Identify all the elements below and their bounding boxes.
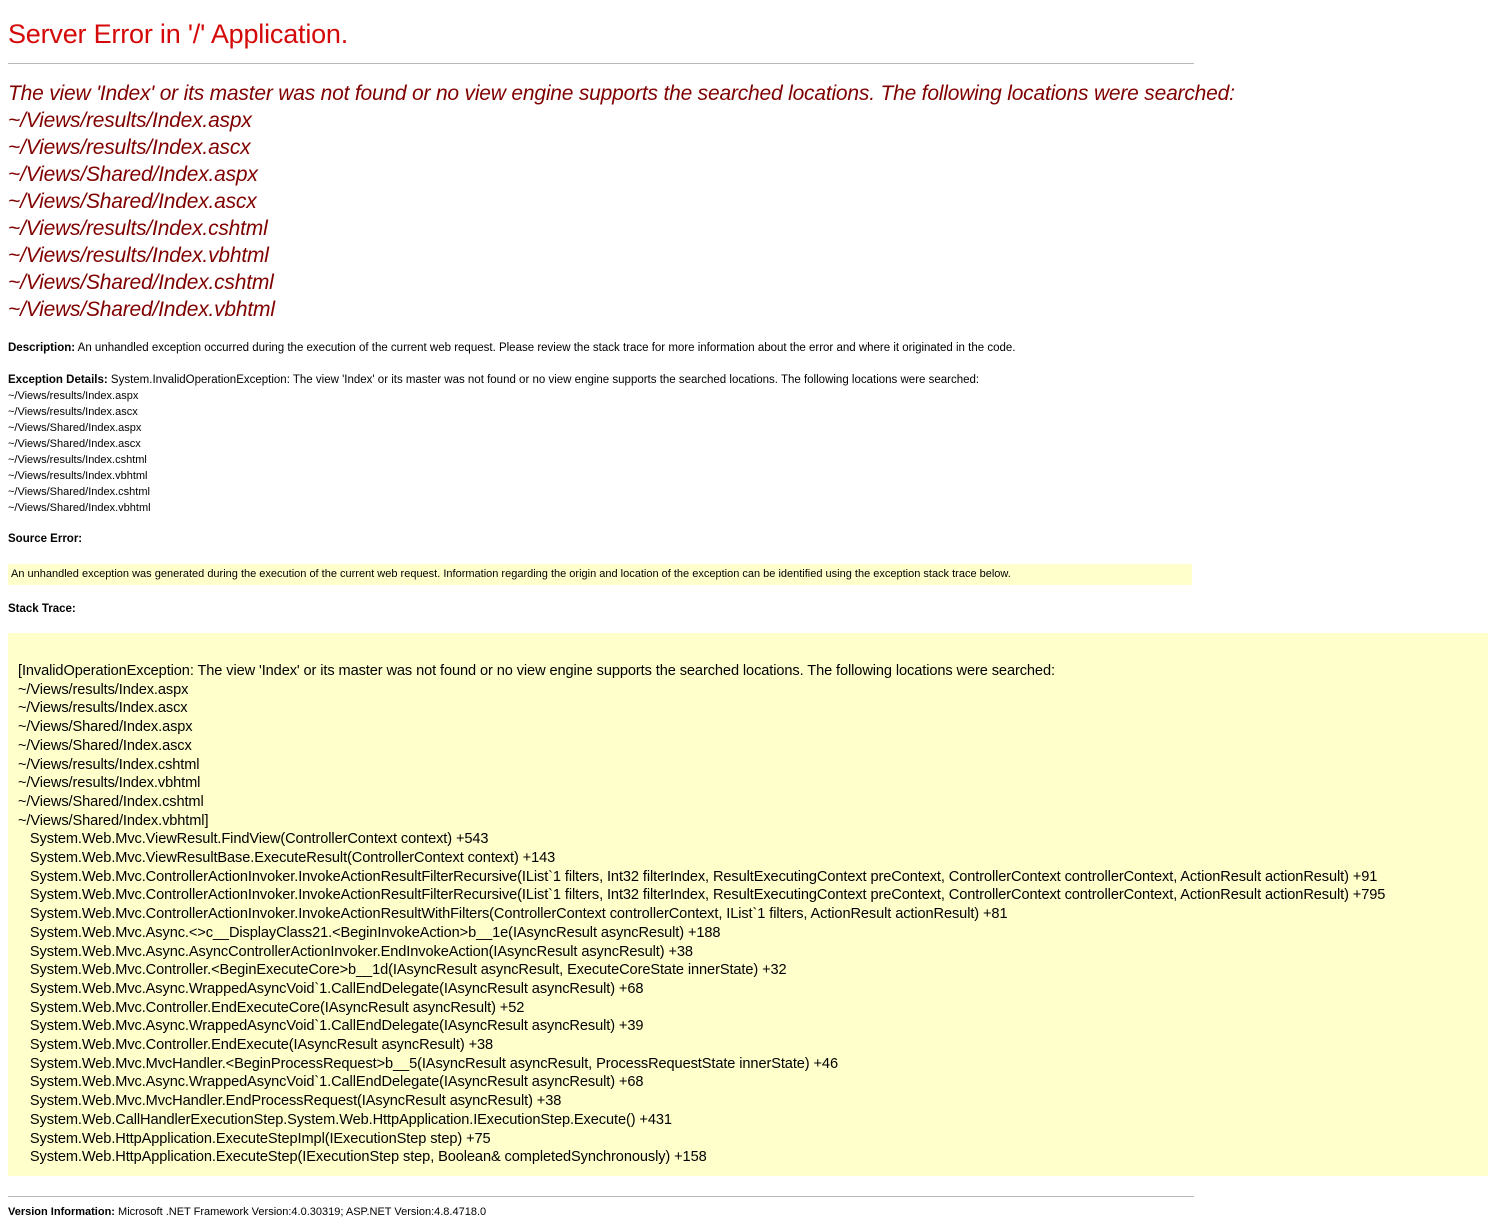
stack-trace-line: System.Web.Mvc.MvcHandler.EndProcessRequest(IAsyncResult asyncResult) +38	[18, 1093, 562, 1110]
version-information	[8, 1204, 486, 1220]
exception-details-text: System.InvalidOperationException: The view 'Index' or its master was not found or no view engine supports the searched locations. The following locations were searched:	[110, 374, 980, 386]
error-message-line: ~/Views/results/Index.vbhtml	[8, 244, 269, 267]
stack-trace-line: System.Web.HttpApplication.ExecuteStepImpl(IExecutionStep step) +75	[18, 1130, 491, 1147]
exception-location: ~/Views/Shared/Index.aspx	[8, 422, 142, 434]
description-section	[8, 340, 1015, 356]
stack-trace-line: System.Web.Mvc.Controller.<BeginExecuteCore>b__1d(IAsyncResult asyncResult, ExecuteCoreState innerState) +32	[18, 962, 787, 979]
stack-trace-line: System.Web.CallHandlerExecutionStep.System.Web.HttpApplication.IExecutionStep.Execute() +431	[18, 1111, 672, 1128]
exception-location: ~/Views/Shared/Index.vbhtml	[8, 502, 151, 514]
stack-trace-line: System.Web.Mvc.ControllerActionInvoker.InvokeActionResultWithFilters(ControllerContext controllerContext, IList`1 filters, ActionResult actionResult) +81	[18, 906, 1008, 923]
stack-trace-box	[8, 633, 1488, 1176]
stack-trace-line: System.Web.Mvc.Controller.EndExecute(IAsyncResult asyncResult) +38	[18, 1037, 494, 1054]
stack-trace-line: ~/Views/results/Index.ascx	[18, 700, 188, 717]
stack-trace-line: System.Web.Mvc.ViewResultBase.ExecuteResult(ControllerContext context) +143	[18, 850, 556, 867]
version-label: Version Information:	[8, 1206, 115, 1218]
stack-trace-line: System.Web.Mvc.Async.WrappedAsyncVoid`1.CallEndDelegate(IAsyncResult asyncResult) +39	[18, 1018, 644, 1035]
stack-trace-line: ~/Views/Shared/Index.vbhtml]	[18, 812, 209, 829]
stack-trace-line: System.Web.Mvc.Async.AsyncControllerActionInvoker.EndInvokeAction(IAsyncResult asyncResult) +38	[18, 943, 693, 960]
error-message-line: ~/Views/Shared/Index.vbhtml	[8, 298, 275, 321]
exception-location: ~/Views/results/Index.ascx	[8, 406, 138, 418]
error-message-line: ~/Views/Shared/Index.ascx	[8, 190, 257, 213]
stack-trace-line: System.Web.Mvc.ControllerActionInvoker.InvokeActionResultFilterRecursive(IList`1 filters, Int32 filterIndex, ResultExecutingContext preContext, ControllerContext controllerContext, ActionResult actionResult) +795	[18, 887, 1386, 904]
stack-trace-line: System.Web.Mvc.Async.WrappedAsyncVoid`1.CallEndDelegate(IAsyncResult asyncResult) +68	[18, 1074, 644, 1091]
description-text: An unhandled exception occurred during the execution of the current web request. Please review the stack trace for more information about the error and where it originated in the code.	[77, 342, 1016, 354]
error-message-line: The view 'Index' or its master was not found or no view engine supports the searched locations. The following locations were searched:	[8, 82, 1235, 105]
stack-trace-line: System.Web.Mvc.Async.<>c__DisplayClass21.<BeginInvokeAction>b__1e(IAsyncResult asyncResult) +188	[18, 924, 721, 941]
exception-location: ~/Views/Shared/Index.ascx	[8, 438, 141, 450]
stack-trace-line: System.Web.Mvc.Async.WrappedAsyncVoid`1.CallEndDelegate(IAsyncResult asyncResult) +68	[18, 980, 644, 997]
description-label: Description:	[8, 342, 76, 354]
stack-trace-line: ~/Views/results/Index.cshtml	[18, 756, 200, 773]
error-message-line: ~/Views/Shared/Index.aspx	[8, 163, 258, 186]
stack-trace-line: ~/Views/Shared/Index.ascx	[18, 737, 192, 754]
stack-trace-label: Stack Trace:	[8, 603, 76, 615]
error-message-line: ~/Views/results/Index.cshtml	[8, 217, 268, 240]
exception-location: ~/Views/results/Index.cshtml	[8, 454, 147, 466]
stack-trace-line: System.Web.Mvc.MvcHandler.<BeginProcessRequest>b__5(IAsyncResult asyncResult, ProcessRequestState innerState) +46	[18, 1055, 838, 1072]
error-message-line: ~/Views/Shared/Index.cshtml	[8, 271, 274, 294]
stack-trace-line: ~/Views/results/Index.vbhtml	[18, 775, 201, 792]
page-title: Server Error in '/' Application.	[8, 19, 349, 49]
error-message-line: ~/Views/results/Index.ascx	[8, 136, 251, 159]
exception-details-section	[8, 372, 979, 388]
exception-location: ~/Views/Shared/Index.cshtml	[8, 486, 150, 498]
exception-details-label: Exception Details:	[8, 374, 108, 386]
source-error-section	[8, 531, 82, 547]
stack-trace-section	[8, 601, 76, 617]
stack-trace-line: [InvalidOperationException: The view 'Index' or its master was not found or no view engine supports the searched locations. The following locations were searched:	[18, 663, 1055, 679]
version-text: Microsoft .NET Framework Version:4.0.30319; ASP.NET Version:4.8.4718.0	[118, 1206, 487, 1218]
stack-trace-line: System.Web.Mvc.Controller.EndExecuteCore(IAsyncResult asyncResult) +52	[18, 999, 525, 1016]
stack-trace-line: ~/Views/Shared/Index.aspx	[18, 719, 193, 736]
exception-locations-list	[8, 388, 151, 516]
exception-location: ~/Views/results/Index.vbhtml	[8, 470, 148, 482]
source-error-box: An unhandled exception was generated during the execution of the current web request. Information regarding the origin and location of the exception can be identified using the exception stack trace below.	[8, 564, 1192, 585]
source-error-label: Source Error:	[8, 533, 83, 545]
stack-trace-line: System.Web.Mvc.ControllerActionInvoker.InvokeActionResultFilterRecursive(IList`1 filters, Int32 filterIndex, ResultExecutingContext preContext, ControllerContext controllerContext, ActionResult actionResult) +91	[18, 868, 1378, 885]
stack-trace-line: ~/Views/results/Index.aspx	[18, 681, 189, 698]
stack-trace-line: ~/Views/Shared/Index.cshtml	[18, 793, 204, 810]
stack-trace-line: System.Web.Mvc.ViewResult.FindView(ControllerContext context) +543	[18, 831, 489, 848]
top-divider	[8, 63, 1194, 64]
bottom-divider	[8, 1196, 1194, 1197]
error-message-line: ~/Views/results/Index.aspx	[8, 109, 252, 132]
stack-trace-line: System.Web.HttpApplication.ExecuteStep(IExecutionStep step, Boolean& completedSynchronously) +158	[18, 1149, 707, 1166]
error-message	[8, 80, 1235, 323]
exception-location: ~/Views/results/Index.aspx	[8, 390, 139, 402]
